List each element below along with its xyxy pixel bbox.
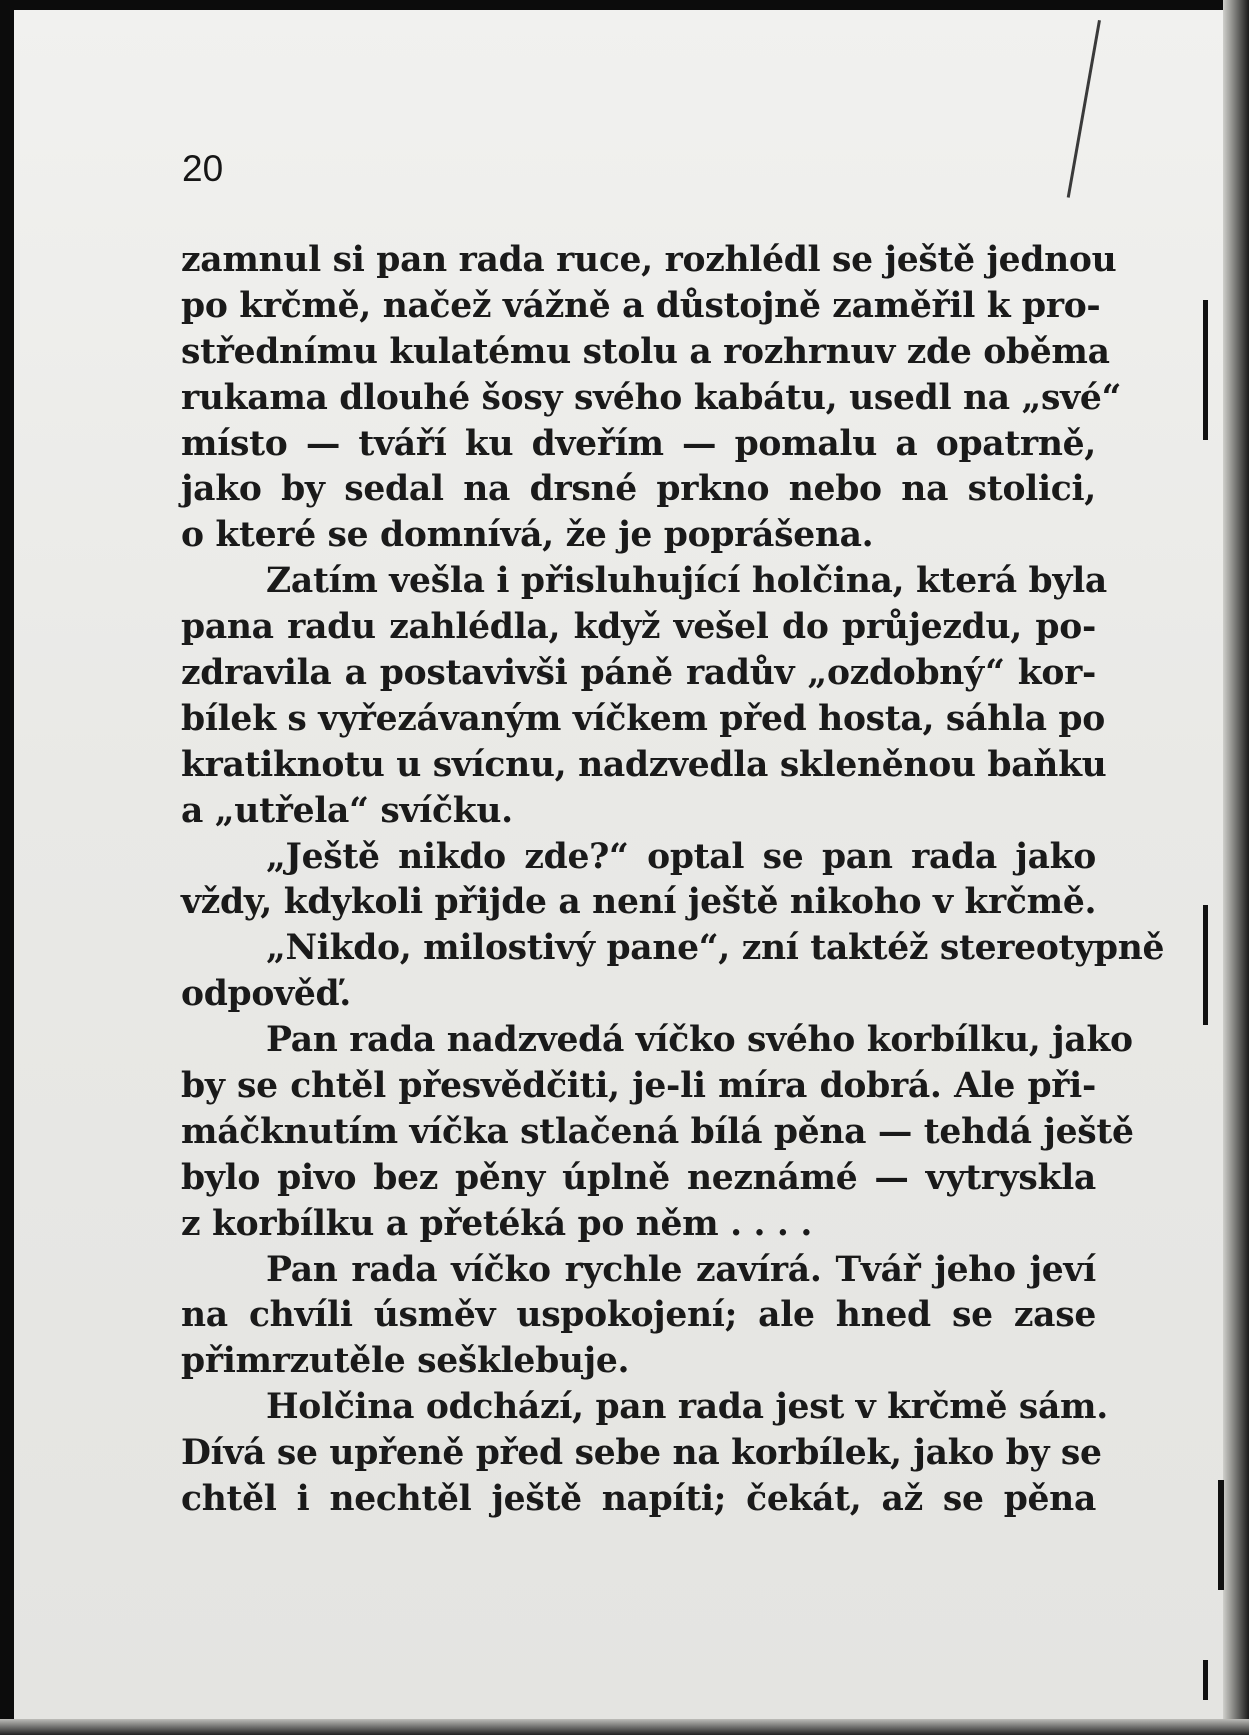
text-line: „Ještě nikdo zde?“ optal se pan rada jako <box>266 836 1096 877</box>
text-line: přimrzutěle sešklebuje. <box>181 1341 630 1382</box>
text-line: Pan rada nadzvedá víčko svého korbílku, jako <box>266 1020 1133 1061</box>
text-line: „Nikdo, milostivý pane“, zní taktéž stereotypně <box>266 928 1165 969</box>
text-line: Zatím vešla i přisluhující holčina, která byla <box>266 561 1107 602</box>
text-line: zamnul si pan rada ruce, rozhlédl se ještě jednou <box>181 240 1117 280</box>
text-line: Dívá se upřeně před sebe na korbílek, jako by se <box>181 1433 1102 1474</box>
edge-scan-mark <box>1203 905 1208 1025</box>
text-line: odpověď. <box>181 974 351 1015</box>
edge-scan-mark <box>1218 1480 1224 1590</box>
text-line: bílek s vyřezávaným víčkem před hosta, sáhla po <box>181 698 1105 739</box>
text-line: na chvíli úsměv uspokojení; ale hned se zase <box>181 1295 1096 1336</box>
text-line: místo — tváří ku dveřím — pomalu a opatrně, <box>181 423 1096 464</box>
text-line: by se chtěl přesvědčiti, je-li míra dobrá. Ale při- <box>181 1066 1096 1107</box>
text-line: pana radu zahlédla, když vešel do průjezdu, po- <box>181 607 1096 648</box>
text-line: vždy, kdykoli přijde a není ještě nikoho v krčmě. <box>181 882 1097 923</box>
text-line: chtěl i nechtěl ještě napíti; čekát, až se pěna <box>181 1479 1096 1520</box>
text-line: bylo pivo bez pěny úplně neznámé — vytryskla <box>181 1157 1096 1198</box>
text-line: zdravila a postavivši páně radův „ozdobný“ kor- <box>181 653 1096 694</box>
text-line: kratiknotu u svícnu, nadzvedla skleněnou baňku <box>181 744 1107 785</box>
edge-scan-mark <box>1203 1660 1208 1700</box>
text-line: a „utřela“ svíčku. <box>181 790 513 831</box>
text-line: rukama dlouhé šosy svého kabátu, usedl na „své“ <box>181 377 1122 418</box>
text-line: o které se domnívá, že je poprášena. <box>181 515 874 556</box>
text-line: jako by sedal na drsné prkno nebo na stolici, <box>181 469 1096 510</box>
text-line: střednímu kulatému stolu a rozhrnuv zde oběma <box>181 331 1110 372</box>
page-bottom-shadow <box>0 1719 1249 1735</box>
text-line: Pan rada víčko rychle zavírá. Tvář jeho jeví <box>266 1249 1096 1290</box>
edge-scan-mark <box>1203 300 1208 440</box>
page-edge-shadow <box>1223 0 1249 1735</box>
text-line: z korbílku a přetéká po něm . . . . <box>181 1203 813 1244</box>
text-line: máčknutím víčka stlačená bílá pěna — tehdá ještě <box>181 1111 1134 1152</box>
body-text <box>181 238 1165 1523</box>
text-line: Holčina odchází, pan rada jest v krčmě sám. <box>266 1387 1108 1428</box>
page-number: 20 <box>182 148 224 189</box>
text-line: po krčmě, načež vážně a důstojně zaměřil k pro- <box>181 285 1101 326</box>
